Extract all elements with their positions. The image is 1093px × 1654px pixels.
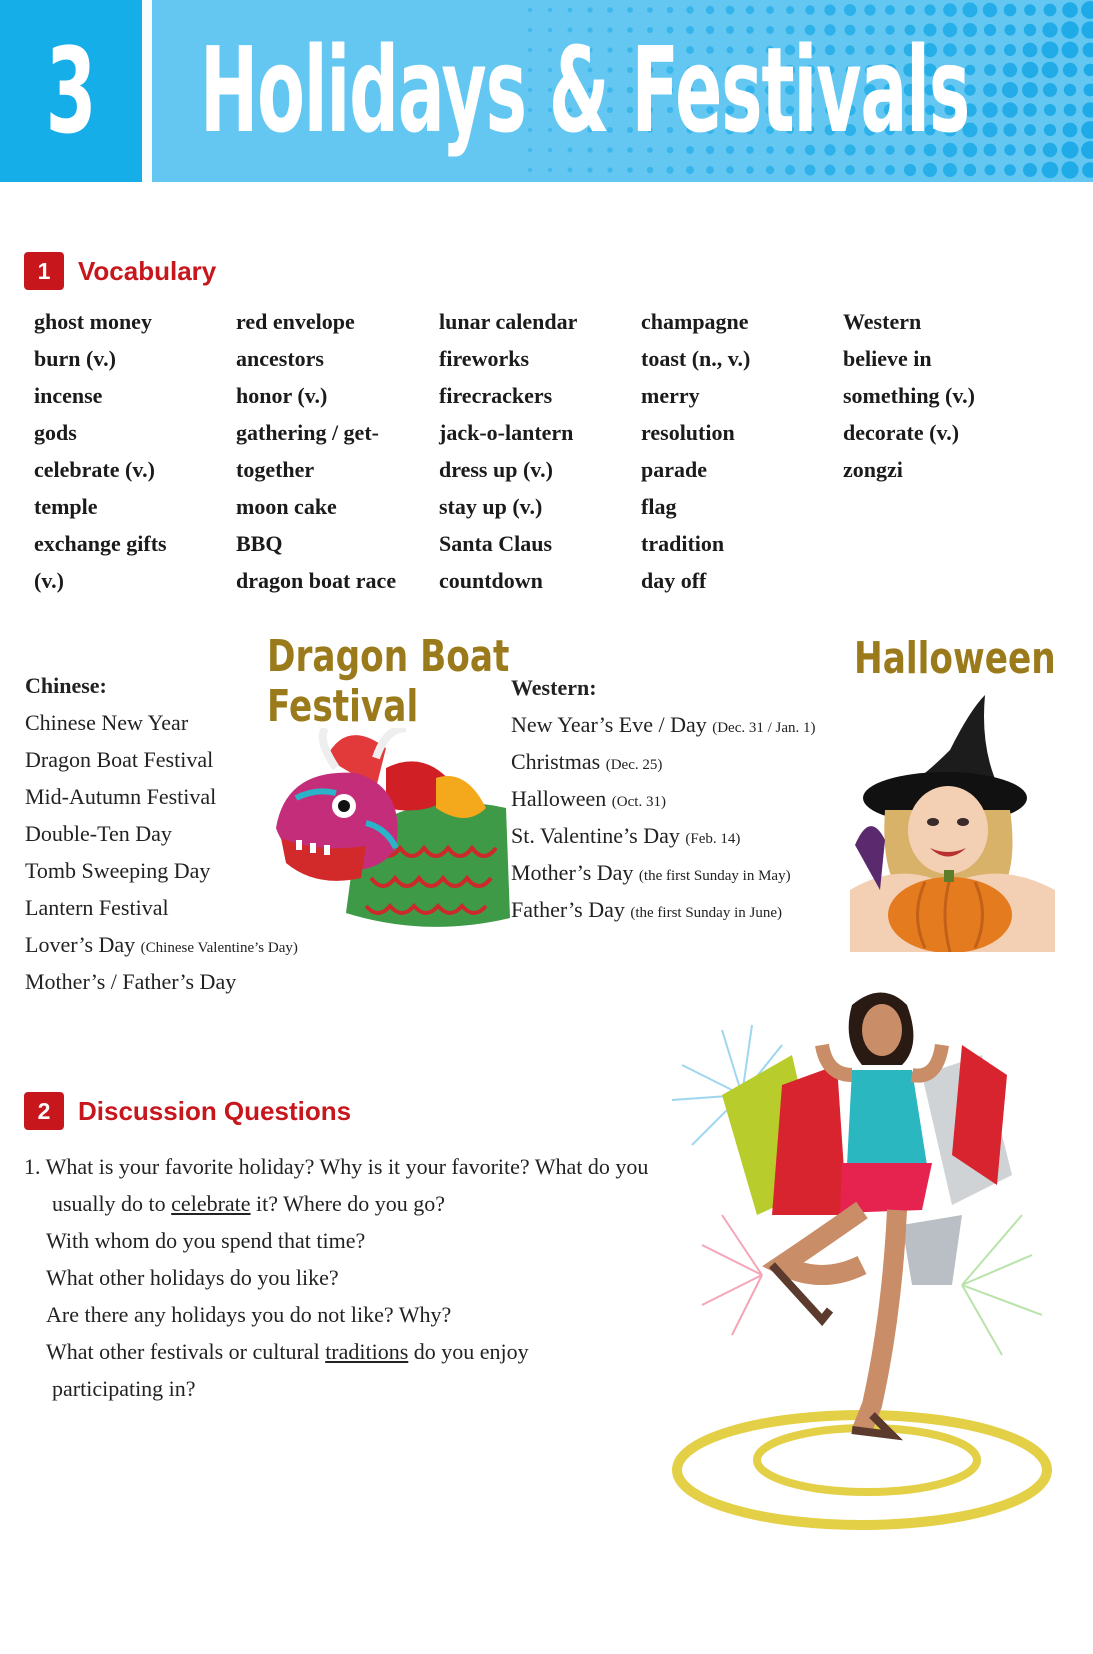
vocab-word: honor (v.) <box>236 383 328 408</box>
halftone-dot <box>984 24 996 36</box>
vocab-word: ghost money <box>34 309 152 334</box>
question-line <box>24 1185 648 1222</box>
dragon-boat-head-illustration <box>266 728 512 936</box>
vocab-word: temple <box>34 494 98 519</box>
halftone-dot <box>984 144 997 157</box>
list-item <box>511 743 816 780</box>
halftone-dot <box>1044 124 1056 136</box>
halftone-dot <box>1084 64 1093 77</box>
underlined-word-traditions: traditions <box>325 1339 409 1364</box>
page-title: Holidays & Festivals <box>200 21 970 159</box>
poster-line: Festival <box>267 681 419 732</box>
witch-with-pumpkin-illustration <box>840 690 1070 952</box>
holiday-name: Mid-Autumn Festival <box>25 784 217 809</box>
halftone-dot <box>1002 102 1017 117</box>
section-title: Discussion Questions <box>78 1095 352 1126</box>
vocab-word: dragon boat race <box>236 568 397 593</box>
halftone-dot <box>1062 2 1078 18</box>
holiday-name: Mother’s / Father’s Day <box>25 969 237 994</box>
holiday-name: Christmas <box>511 749 601 774</box>
vocab-column-2 <box>236 303 396 599</box>
halftone-dot <box>1044 4 1057 17</box>
question-line: Are there any holidays you do not like? Why? <box>46 1302 452 1327</box>
list-item <box>25 889 298 926</box>
halftone-dot <box>1023 43 1038 58</box>
vocab-word: flag <box>641 494 677 519</box>
halftone-dot <box>1082 162 1093 178</box>
discussion-heading <box>24 1092 351 1130</box>
vocab-word: day off <box>641 568 707 593</box>
halftone-dot <box>1023 163 1037 177</box>
halftone-dot <box>1024 24 1036 36</box>
vocab-word: incense <box>34 383 103 408</box>
list-item <box>25 815 298 852</box>
halloween-poster-title: Halloween <box>854 633 1056 684</box>
vocab-word: stay up (v.) <box>439 494 543 519</box>
vocab-word: burn (v.) <box>34 346 116 371</box>
vocab-word: ancestors <box>236 346 324 371</box>
vocab-word: countdown <box>439 568 543 593</box>
shopping-woman-illustration <box>662 985 1062 1540</box>
list-item <box>25 704 298 741</box>
list-item <box>25 852 298 889</box>
halftone-dot <box>985 165 996 176</box>
question-text: do you enjoy <box>408 1339 529 1364</box>
vocab-word: gods <box>34 420 77 445</box>
holiday-name: St. Valentine’s Day <box>511 823 680 848</box>
vocab-word: moon cake <box>236 494 337 519</box>
vocab-word: lunar calendar <box>439 309 578 334</box>
halftone-dot <box>1043 83 1057 97</box>
halftone-dot <box>1003 63 1017 77</box>
unit-header <box>0 0 1093 182</box>
halftone-dot <box>1042 22 1057 37</box>
vocab-column-3 <box>439 303 577 599</box>
halftone-dot <box>1024 124 1036 136</box>
halftone-dot <box>1064 84 1076 96</box>
holiday-note: (Feb. 14) <box>685 831 741 847</box>
halftone-dot <box>1042 42 1059 59</box>
halftone-dot <box>1042 162 1059 179</box>
holiday-name: Dragon Boat Festival <box>25 747 214 772</box>
halftone-dot <box>1081 21 1093 38</box>
halftone-dot <box>1081 141 1093 159</box>
vocab-word: together <box>236 457 315 482</box>
halftone-dot <box>1083 43 1093 58</box>
question-line: With whom do you spend that time? <box>46 1228 366 1253</box>
halftone-dot <box>1061 21 1078 38</box>
halftone-dot <box>1084 84 1093 97</box>
discussion-questions <box>24 1148 648 1407</box>
halftone-dot <box>1004 24 1015 35</box>
halftone-dot <box>1044 104 1056 116</box>
vocab-column-5 <box>843 303 975 488</box>
unit-number-box <box>0 0 142 182</box>
list-item <box>511 854 816 891</box>
holiday-note: (Dec. 31 / Jan. 1) <box>712 720 816 736</box>
vocab-word: (v.) <box>34 568 64 593</box>
section-number-badge: 2 <box>24 1092 64 1130</box>
unit-number: 3 <box>45 22 97 160</box>
holiday-note: (the first Sunday in June) <box>630 905 782 921</box>
halftone-dot <box>1023 103 1037 117</box>
vocab-word: BBQ <box>236 531 283 556</box>
vocab-word: fireworks <box>439 346 530 371</box>
halftone-dot <box>1061 161 1078 178</box>
vocab-word: decorate (v.) <box>843 420 960 445</box>
halftone-dot <box>1004 164 1016 176</box>
vocab-word: believe in <box>843 346 932 371</box>
western-heading: Western: <box>511 675 597 700</box>
header-divider <box>142 0 152 182</box>
halftone-dot <box>1062 42 1079 59</box>
halftone-dot <box>1024 4 1036 16</box>
poster-line: Dragon Boat <box>267 631 510 682</box>
vocab-word: toast (n., v.) <box>641 346 751 371</box>
western-holiday-list <box>511 669 816 928</box>
list-item <box>511 780 816 817</box>
list-item <box>25 926 298 963</box>
halftone-dot <box>1063 63 1077 77</box>
list-item <box>511 817 816 854</box>
vocab-word: exchange gifts <box>34 531 167 556</box>
halftone-dot <box>982 102 997 117</box>
halftone-dot <box>983 123 998 138</box>
question-line: 1. What is your favorite holiday? Why is it your favorite? What do you <box>24 1154 649 1179</box>
question-text: What other festivals or cultural <box>46 1339 326 1364</box>
vocab-word: firecrackers <box>439 383 553 408</box>
list-item <box>25 741 298 778</box>
list-item <box>25 778 298 815</box>
holiday-name: Father’s Day <box>511 897 625 922</box>
underlined-word-celebrate: celebrate <box>171 1191 251 1216</box>
vocab-word: red envelope <box>236 309 355 334</box>
halftone-dot <box>1004 4 1017 17</box>
holiday-name: Mother’s Day <box>511 860 634 885</box>
vocab-word: parade <box>641 457 707 482</box>
section-number-badge: 1 <box>24 252 64 290</box>
halftone-dot <box>983 3 997 17</box>
chinese-heading: Chinese: <box>25 673 107 698</box>
vocab-column-4 <box>641 303 750 599</box>
vocab-word: zongzi <box>843 457 903 482</box>
question-text: it? Where do you go? <box>250 1191 446 1216</box>
vocabulary-heading <box>24 252 216 290</box>
vocab-column-1 <box>34 303 167 599</box>
halftone-dot <box>984 64 996 76</box>
halftone-dot <box>1004 44 1016 56</box>
vocab-word: something (v.) <box>843 383 975 408</box>
halftone-dot <box>1004 144 1015 155</box>
vocab-word: Santa Claus <box>439 531 553 556</box>
vocab-word: merry <box>641 383 700 408</box>
vocab-word: dress up (v.) <box>439 457 553 482</box>
question-line: participating in? <box>52 1376 196 1401</box>
question-line <box>24 1333 648 1370</box>
holiday-name: Lantern Festival <box>25 895 169 920</box>
halftone-dot <box>1043 143 1057 157</box>
holiday-name: Tomb Sweeping Day <box>25 858 211 883</box>
halftone-dot <box>1081 121 1093 139</box>
holiday-note: (Chinese Valentine’s Day) <box>140 940 298 956</box>
halftone-dot <box>1082 102 1093 117</box>
vocab-word: tradition <box>641 531 725 556</box>
section-title: Vocabulary <box>78 255 217 286</box>
halftone-dot <box>1022 82 1038 98</box>
chinese-holiday-list <box>25 667 298 1000</box>
vocab-word: Western <box>843 309 922 334</box>
holiday-name: New Year’s Eve / Day <box>511 712 707 737</box>
holiday-name: Lover’s Day <box>25 932 136 957</box>
holiday-name: Chinese New Year <box>25 710 189 735</box>
list-item <box>511 706 816 743</box>
vocab-word: celebrate (v.) <box>34 457 155 482</box>
halftone-dot <box>983 83 997 97</box>
holiday-note: (Dec. 25) <box>605 757 663 773</box>
halftone-dot <box>1081 1 1093 19</box>
halftone-dot <box>1002 82 1018 98</box>
halftone-dot <box>985 45 996 56</box>
holiday-name: Double-Ten Day <box>25 821 172 846</box>
halftone-dot <box>1063 123 1078 138</box>
halftone-dot <box>1042 62 1058 78</box>
question-text: usually do to <box>52 1191 172 1216</box>
halftone-dot <box>1024 144 1036 156</box>
list-item <box>25 963 298 1000</box>
holiday-name: Halloween <box>511 786 607 811</box>
dragon-boat-festival-poster-title <box>267 632 509 732</box>
holiday-note: (the first Sunday in May) <box>638 868 791 884</box>
vocab-word: champagne <box>641 309 749 334</box>
vocab-word: gathering / get- <box>236 420 379 445</box>
list-item <box>511 891 816 928</box>
halftone-dot <box>1022 62 1038 78</box>
halftone-dot <box>1003 123 1016 136</box>
holiday-note: (Oct. 31) <box>611 794 666 810</box>
vocab-word: resolution <box>641 420 735 445</box>
question-line: What other holidays do you like? <box>46 1265 339 1290</box>
vocab-word: jack-o-lantern <box>439 420 574 445</box>
halftone-dot <box>1062 142 1079 159</box>
halftone-dot <box>1064 104 1077 117</box>
